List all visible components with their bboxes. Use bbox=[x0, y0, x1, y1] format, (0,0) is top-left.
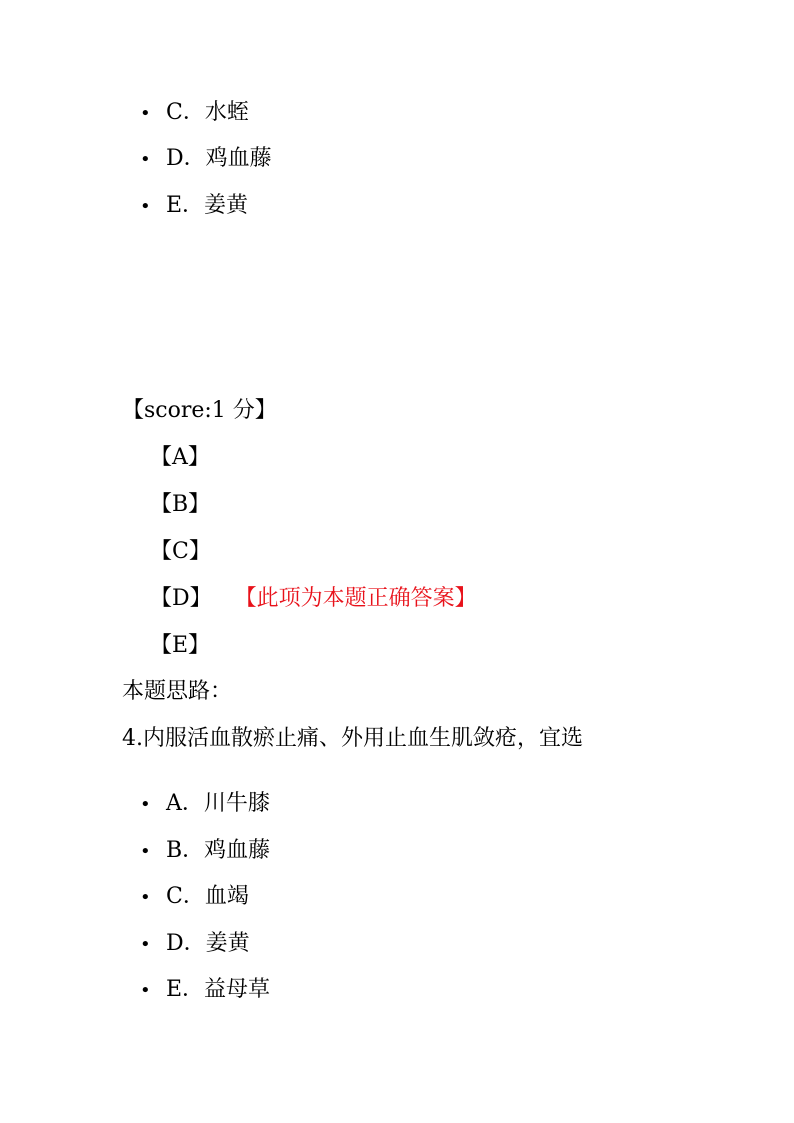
answer-item-e bbox=[150, 631, 210, 661]
option-text: E．益母草 bbox=[166, 977, 271, 1002]
bullet-icon: • bbox=[140, 887, 151, 908]
option-item bbox=[140, 789, 270, 820]
option-text: C．血竭 bbox=[166, 884, 249, 909]
bullet-icon: • bbox=[140, 980, 151, 1001]
idea-label: 本题思路： bbox=[122, 679, 233, 704]
option-item bbox=[140, 836, 270, 867]
bullet-icon: • bbox=[140, 103, 151, 124]
option-text: D．姜黄 bbox=[166, 931, 250, 956]
answer-label: 【C】 bbox=[150, 539, 211, 564]
answer-label: 【B】 bbox=[150, 492, 211, 517]
answer-item-d bbox=[150, 584, 477, 614]
correct-answer-note: 【此项为本题正确答案】 bbox=[245, 586, 477, 611]
option-text: D．鸡血藤 bbox=[166, 146, 272, 171]
bullet-icon: • bbox=[140, 794, 151, 815]
answer-item-b bbox=[150, 490, 210, 520]
option-text: B．鸡血藤 bbox=[166, 838, 271, 863]
bullet-icon: • bbox=[140, 934, 151, 955]
bullet-icon: • bbox=[140, 149, 151, 170]
answer-item-a bbox=[150, 443, 210, 473]
option-item bbox=[140, 191, 248, 222]
option-item bbox=[140, 929, 250, 960]
option-item bbox=[140, 975, 270, 1006]
option-text: E．姜黄 bbox=[166, 193, 249, 218]
option-item bbox=[140, 882, 249, 913]
answer-label: 【A】 bbox=[150, 445, 210, 470]
option-text: C．水蛭 bbox=[166, 100, 249, 125]
answer-label: 【E】 bbox=[150, 633, 211, 658]
score-label: 【score:1 分】 bbox=[122, 398, 277, 423]
option-item bbox=[140, 144, 272, 175]
option-text: A．川牛膝 bbox=[166, 791, 270, 816]
bullet-icon: • bbox=[140, 841, 151, 862]
bullet-icon: • bbox=[140, 196, 151, 217]
answer-label: 【D】 bbox=[150, 586, 212, 611]
answer-item-c bbox=[150, 537, 211, 567]
question-text: 4.内服活血散瘀止痛、外用止血生肌敛疮，宜选 bbox=[122, 726, 583, 751]
option-item bbox=[140, 98, 249, 129]
